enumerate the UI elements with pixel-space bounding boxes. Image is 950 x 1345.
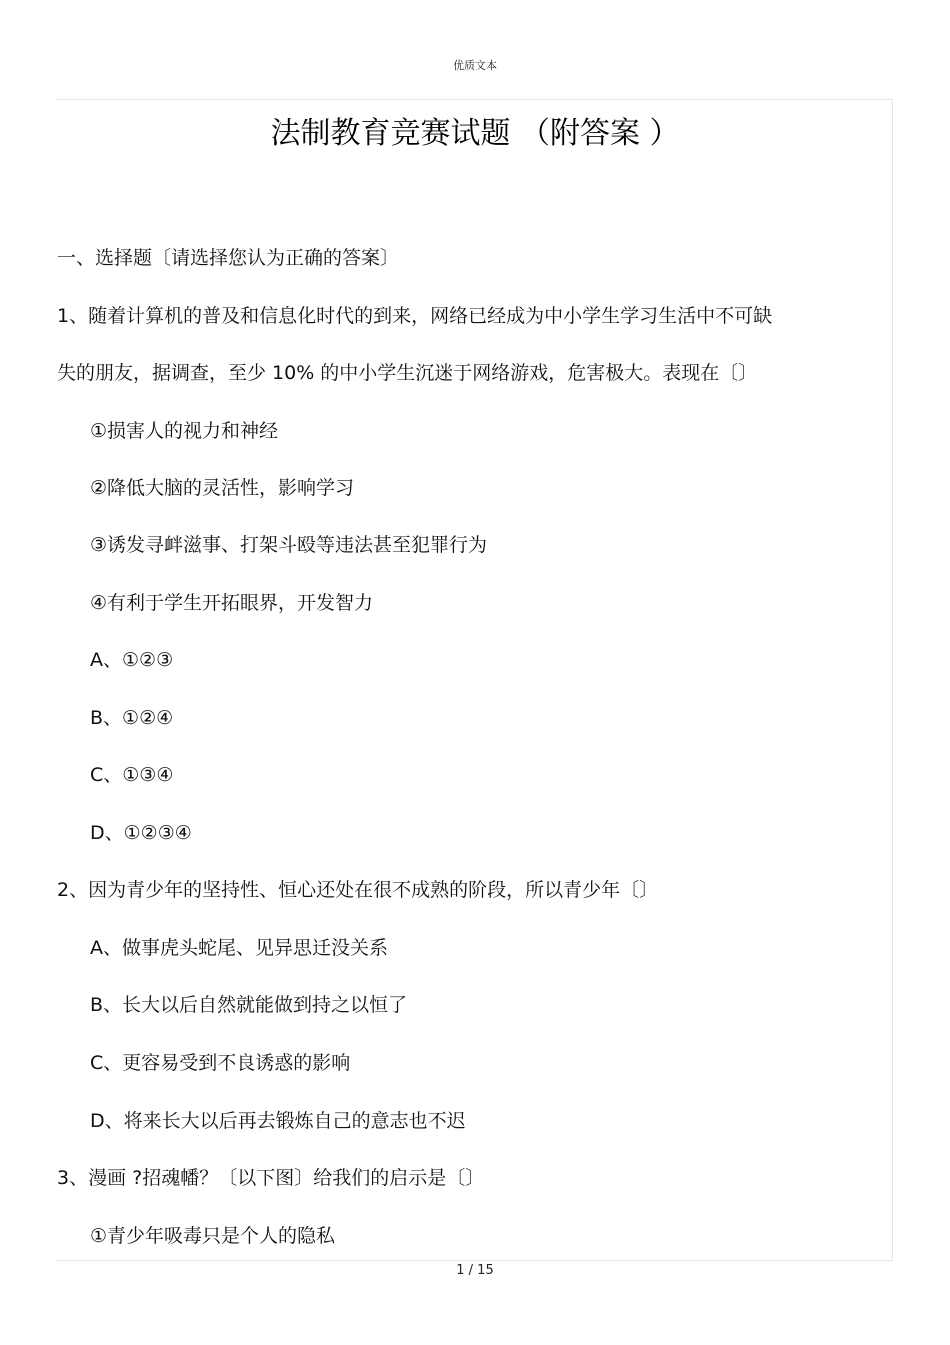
document-title: 法制教育竞赛试题 （附答案 ） xyxy=(270,116,680,151)
page-frame xyxy=(57,99,893,1261)
question-1-line-2: 失的朋友，据调查，至少 10% 的中小学生沉迷于网络游戏，危害极大。表现在〔〕 xyxy=(57,362,758,384)
question-1-item-3: ③诱发寻衅滋事、打架斗殴等违法甚至犯罪行为 xyxy=(90,534,488,556)
question-1-item-4: ④有利于学生开拓眼界，开发智力 xyxy=(90,592,374,614)
question-2-option-a: A、做事虎头蛇尾、见异思迁没关系 xyxy=(90,937,388,959)
question-1-option-d: D、①②③④ xyxy=(90,822,192,844)
page-indicator: 1 / 15 xyxy=(456,1263,494,1278)
question-1-option-c: C、①③④ xyxy=(90,764,174,786)
question-2-option-d: D、将来长大以后再去锻炼自己的意志也不迟 xyxy=(90,1110,466,1132)
question-2-option-c: C、更容易受到不良诱惑的影响 xyxy=(90,1052,351,1074)
section-heading: 一、选择题〔请选择您认为正确的答案〕 xyxy=(57,247,400,269)
question-3-item-1: ①青少年吸毒只是个人的隐私 xyxy=(90,1225,336,1247)
question-1-option-b: B、①②④ xyxy=(90,707,174,729)
page-header-label: 优质文本 xyxy=(453,59,497,72)
question-3-line-1: 3、漫画 ?招魂幡？〔以下图〕给我们的启示是〔〕 xyxy=(57,1167,485,1189)
question-1-item-2: ②降低大脑的灵活性，影响学习 xyxy=(90,477,355,499)
question-1-line-1: 1、随着计算机的普及和信息化时代的到来，网络已经成为中小学生学习生活中不可缺 xyxy=(57,305,773,327)
question-2-option-b: B、长大以后自然就能做到持之以恒了 xyxy=(90,994,408,1016)
question-1-option-a: A、①②③ xyxy=(90,649,174,671)
question-2-line-1: 2、因为青少年的坚持性、恒心还处在很不成熟的阶段，所以青少年〔〕 xyxy=(57,879,659,901)
question-1-item-1: ①损害人的视力和神经 xyxy=(90,420,279,442)
